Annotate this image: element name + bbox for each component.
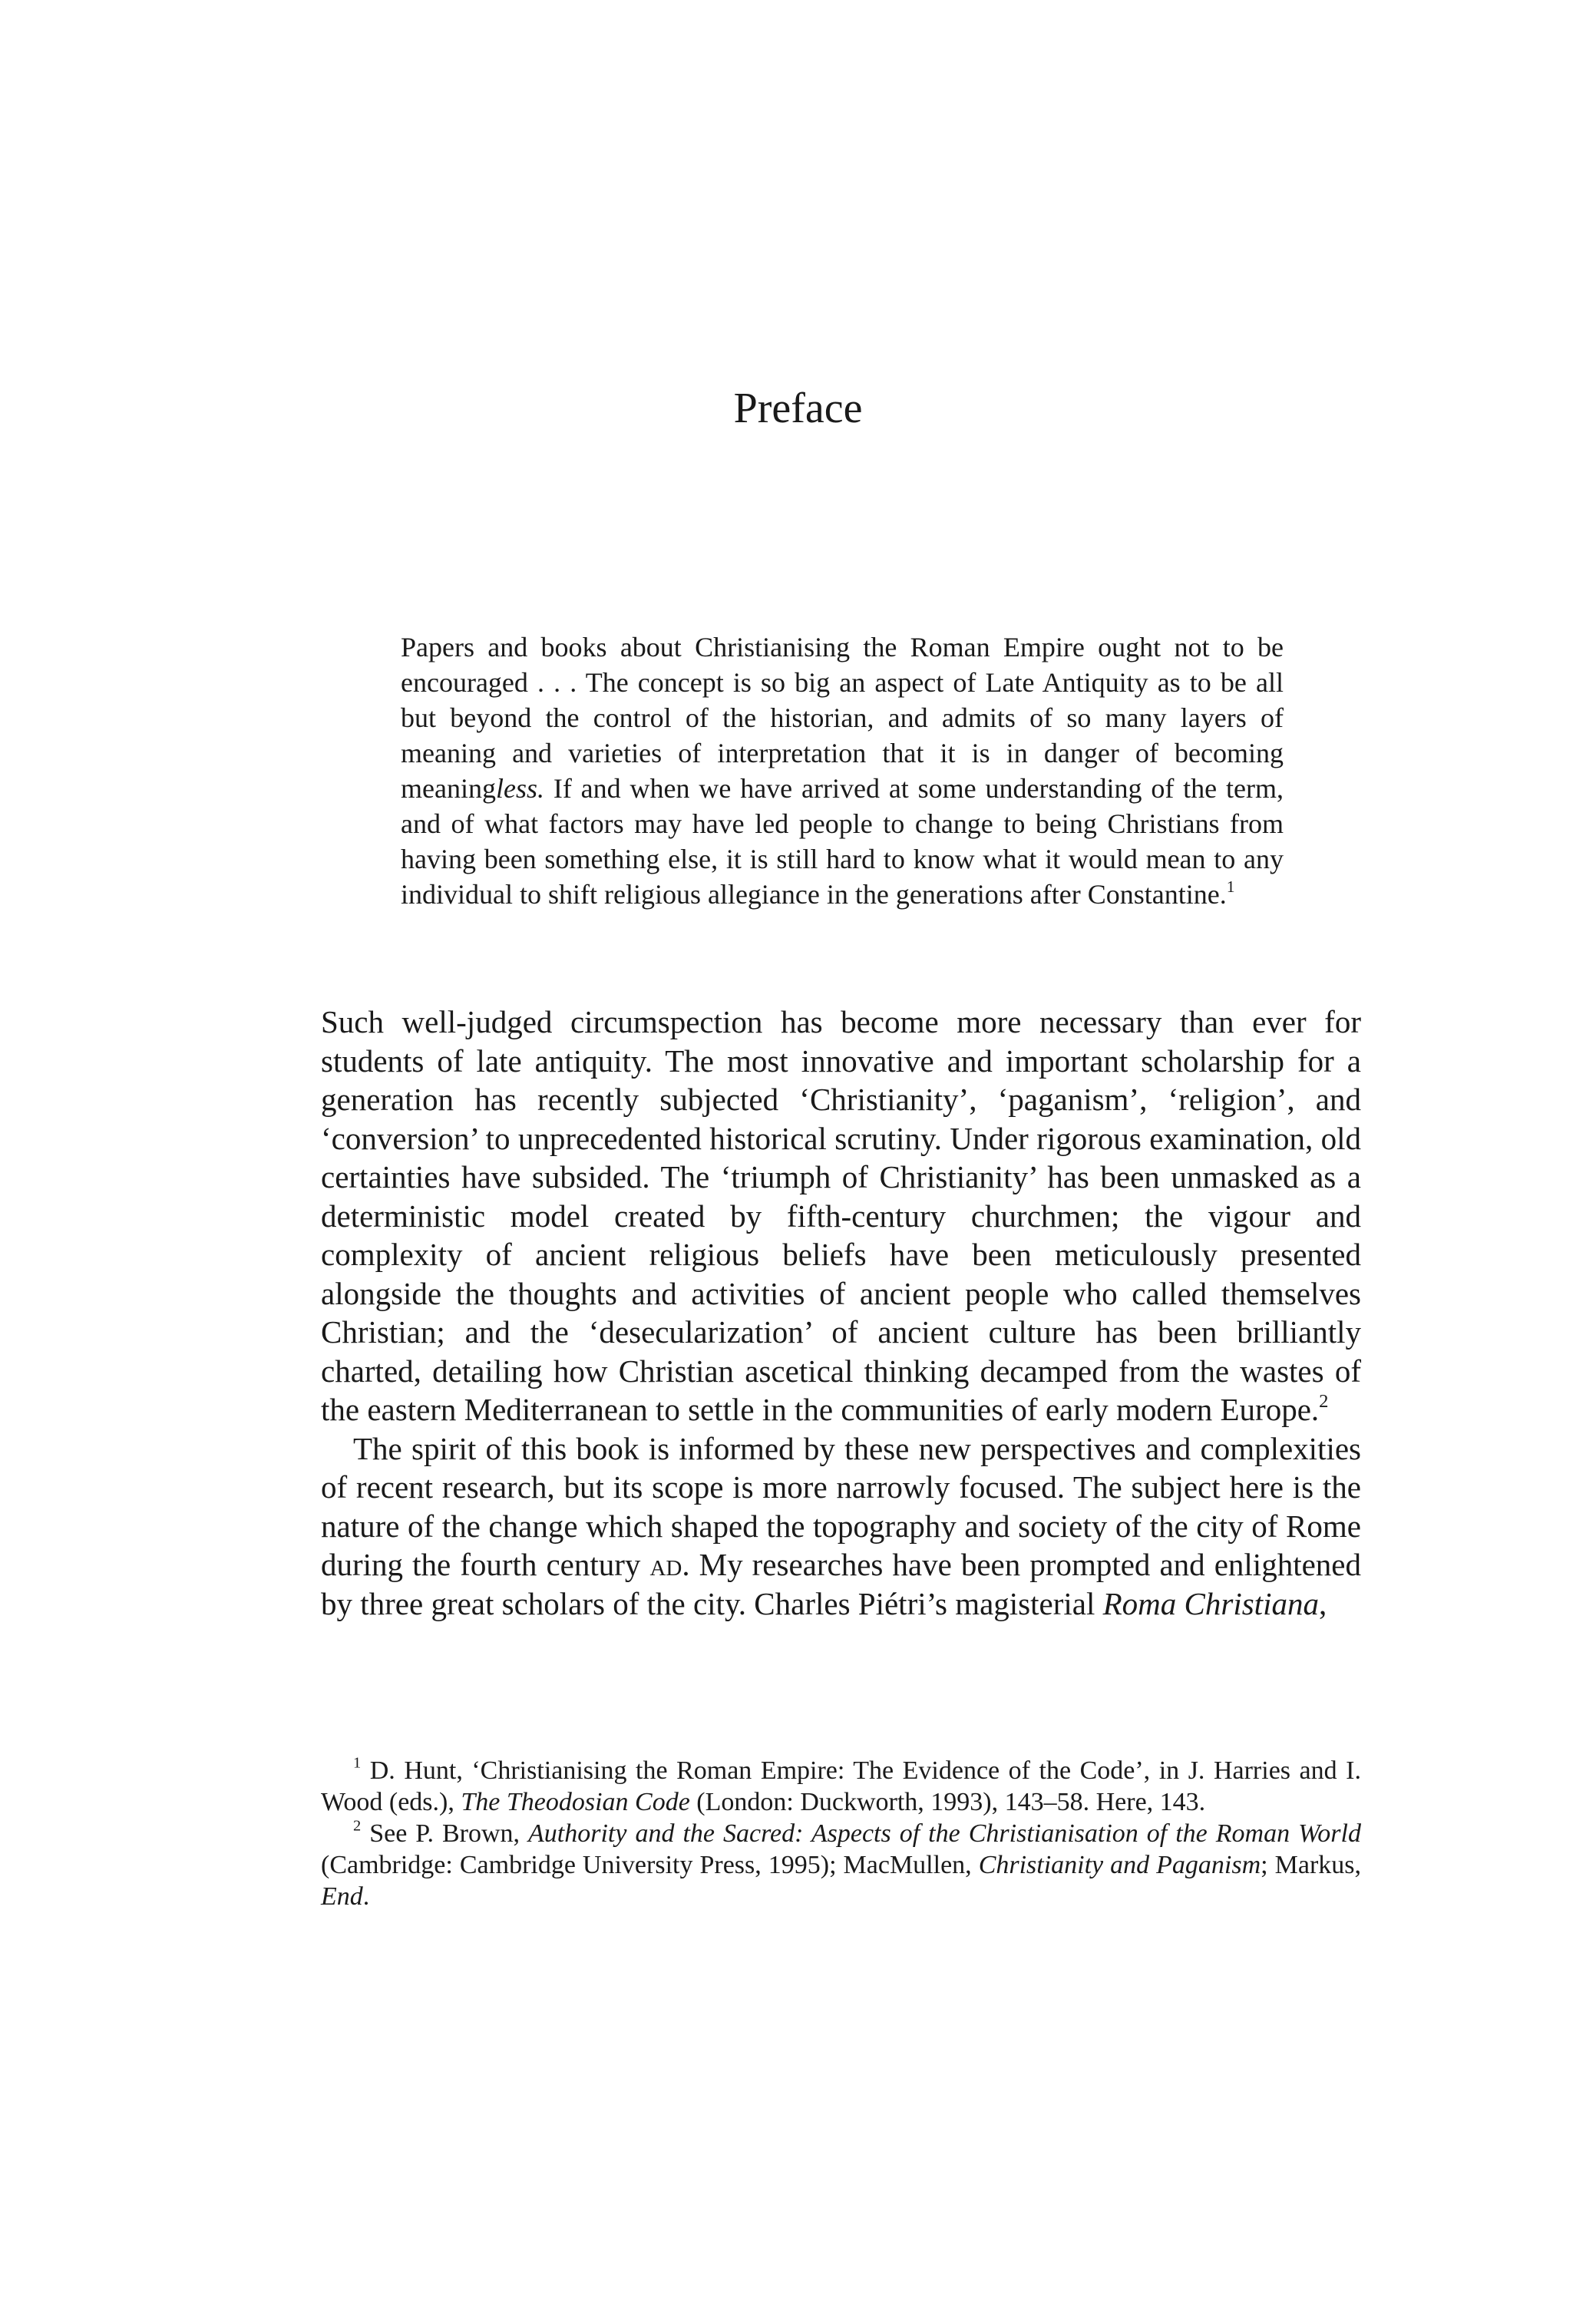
footnote-2-text-d: . (362, 1882, 370, 1911)
footnote-2-text-c: ; Markus, (1261, 1851, 1362, 1879)
book-title-roma-christiana: Roma Christiana (1102, 1585, 1319, 1621)
paragraph-2-text-continued: . My researches have been prompted and enlightened by three great scholars of the city. Charles Piétri’s magisterial (321, 1547, 1361, 1621)
page-title: Preface (733, 385, 863, 432)
footnote-1-number: 1 (353, 1754, 362, 1772)
footnote-ref-1[interactable]: 1 (1226, 877, 1235, 896)
footnote-1-text-continued: (London: Duckworth, 1993), 143–58. Here, 143. (689, 1788, 1206, 1816)
paragraph-1-text: Such well-judged circumspection has become more necessary than ever for students of late antiquity. The most innovative and important scholarship for a generation has recently subjected ‘Christianity’, ‘paganism’, ‘religion’, and ‘conversion’ to unprecedented historical scrutiny. Under rigorous examination, old certainties have subsided. The ‘triumph of Christianity’ has been unmasked as a deterministic model created by fifth-century churchmen; the vigour and complexity of ancient religious beliefs have been meticulously presented alongside the thoughts and activities of ancient people who called themselves Christian; and the ‘desecularization’ of ancient culture has been brilliantly charted, detailing how Christian ascetical thinking decamped from the wastes of the eastern Mediterranean to settle in the communities of early modern Europe. (321, 1004, 1361, 1427)
epigraph-italic: less. (495, 773, 544, 804)
era-abbreviation: ad (649, 1547, 682, 1582)
paragraph-2-trailing: , (1318, 1585, 1327, 1621)
epigraph (401, 629, 1284, 912)
footnote-2-italic-title-2: Christianity and Paganism (978, 1851, 1261, 1879)
paragraph-2-text: The spirit of this book is informed by these new perspectives and complexities of recent research, but its scope is more narrowly focused. The subject here is the nature of the change which shaped the topography and society of the city of Rome during the fourth century (321, 1430, 1361, 1582)
footnote-2-number: 2 (353, 1817, 362, 1835)
footnote-1 (321, 1755, 1361, 1818)
footnote-2-italic-title: Authority and the Sacred: Aspects of the Christianisation of the Roman World (528, 1819, 1361, 1848)
footnote-1-italic: The Theodosian Code (461, 1788, 690, 1816)
footnote-2 (321, 1818, 1361, 1912)
footnote-2-text: See P. Brown, (361, 1819, 529, 1848)
footnote-1-text: D. Hunt, ‘Christianising the Roman Empire: The Evidence of the Code’, in J. Harries and I. Wood (eds.), (321, 1756, 1361, 1816)
body-text (321, 1003, 1361, 1623)
epigraph-text-continued: If and when we have arrived at some understanding of the term, and of what factors may have led people to change to being Christians from having been something else, it is still hard to know what it would mean to any individual to shift religious allegiance in the generations after Constantine. (401, 773, 1284, 910)
footnotes (321, 1755, 1361, 1912)
paragraph-1 (321, 1003, 1361, 1429)
footnote-ref-2[interactable]: 2 (1319, 1390, 1329, 1412)
paragraph-2 (321, 1429, 1361, 1624)
epigraph-text: Papers and books about Christianising the Roman Empire ought not to be encouraged . . . The concept is so big an aspect of Late Antiquity as to be all but beyond the control of the historian, and admits of so many layers of meaning and varieties of interpretation that it is in danger of becoming meaning (401, 632, 1284, 804)
footnote-2-italic-title-3: End (321, 1882, 363, 1911)
footnote-2-text-b: (Cambridge: Cambridge University Press, 1995); MacMullen, (321, 1851, 979, 1879)
